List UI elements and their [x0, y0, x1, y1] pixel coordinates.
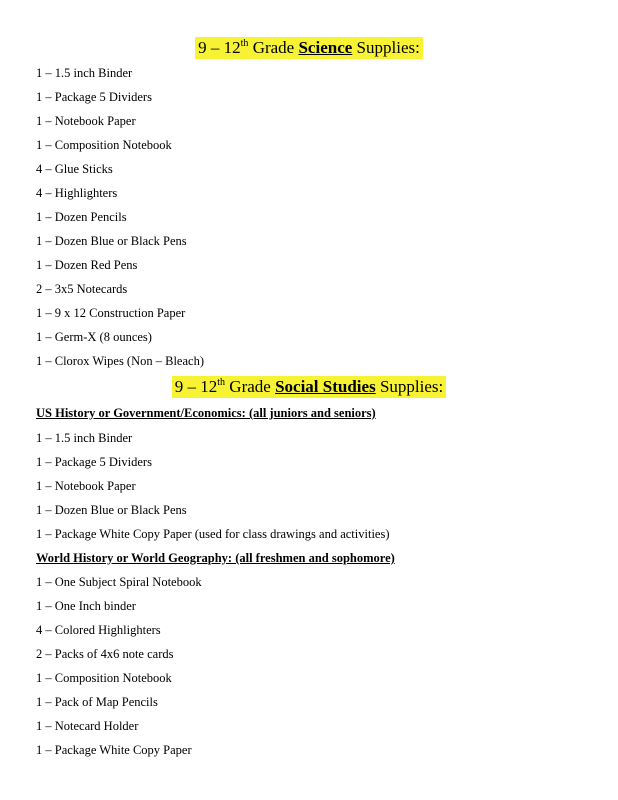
world-history-item: 1 – One Inch binder — [36, 599, 136, 613]
science-heading-highlight — [195, 37, 423, 59]
science-item: 4 – Glue Sticks — [36, 162, 113, 176]
us-history-subheading: US History or Government/Economics: (all juniors and seniors) — [36, 406, 376, 420]
us-history-item: 1 – Package 5 Dividers — [36, 455, 152, 469]
science-item: 1 – Notebook Paper — [36, 114, 136, 128]
world-history-item: 4 – Colored Highlighters — [36, 623, 161, 637]
us-history-item: 1 – Package White Copy Paper (used for class drawings and activities) — [36, 527, 390, 541]
social-studies-heading-subject: Social Studies — [275, 377, 376, 396]
us-history-item: 1 – Notebook Paper — [36, 479, 136, 493]
science-item: 1 – Germ-X (8 ounces) — [36, 330, 152, 344]
science-item: 1 – Package 5 Dividers — [36, 90, 152, 104]
social-studies-heading-sup: th — [217, 377, 226, 388]
science-item: 1 – Dozen Pencils — [36, 210, 127, 224]
science-item: 1 – 9 x 12 Construction Paper — [36, 306, 186, 320]
science-item: 1 – 1.5 inch Binder — [36, 66, 133, 80]
us-history-item: 1 – 1.5 inch Binder — [36, 431, 133, 445]
science-item: 1 – Dozen Blue or Black Pens — [36, 234, 187, 248]
science-heading — [0, 37, 618, 59]
social-studies-heading — [0, 376, 618, 398]
world-history-item: 1 – One Subject Spiral Notebook — [36, 575, 202, 589]
world-history-item: 1 – Pack of Map Pencils — [36, 695, 158, 709]
social-studies-heading-suffix: Supplies: — [375, 377, 444, 396]
science-item: 1 – Composition Notebook — [36, 138, 172, 152]
social-studies-heading-highlight — [172, 376, 446, 398]
us-history-item: 1 – Dozen Blue or Black Pens — [36, 503, 187, 517]
world-history-item: 2 – Packs of 4x6 note cards — [36, 647, 174, 661]
world-history-item: 1 – Package White Copy Paper — [36, 743, 192, 757]
science-heading-grade-word: Grade — [248, 38, 299, 57]
science-item: 2 – 3x5 Notecards — [36, 282, 128, 296]
world-history-subheading: World History or World Geography: (all freshmen and sophomore) — [36, 551, 395, 565]
science-item: 1 – Clorox Wipes (Non – Bleach) — [36, 354, 204, 368]
world-history-item: 1 – Composition Notebook — [36, 671, 172, 685]
science-item: 4 – Highlighters — [36, 186, 118, 200]
science-heading-suffix: Supplies: — [352, 38, 420, 57]
science-heading-sup: th — [240, 38, 249, 49]
science-heading-grade: 9 – 12 — [198, 38, 241, 57]
world-history-item: 1 – Notecard Holder — [36, 719, 139, 733]
social-studies-heading-grade-word: Grade — [225, 377, 276, 396]
science-item: 1 – Dozen Red Pens — [36, 258, 138, 272]
science-heading-subject: Science — [298, 38, 353, 57]
social-studies-heading-grade: 9 – 12 — [174, 377, 218, 396]
